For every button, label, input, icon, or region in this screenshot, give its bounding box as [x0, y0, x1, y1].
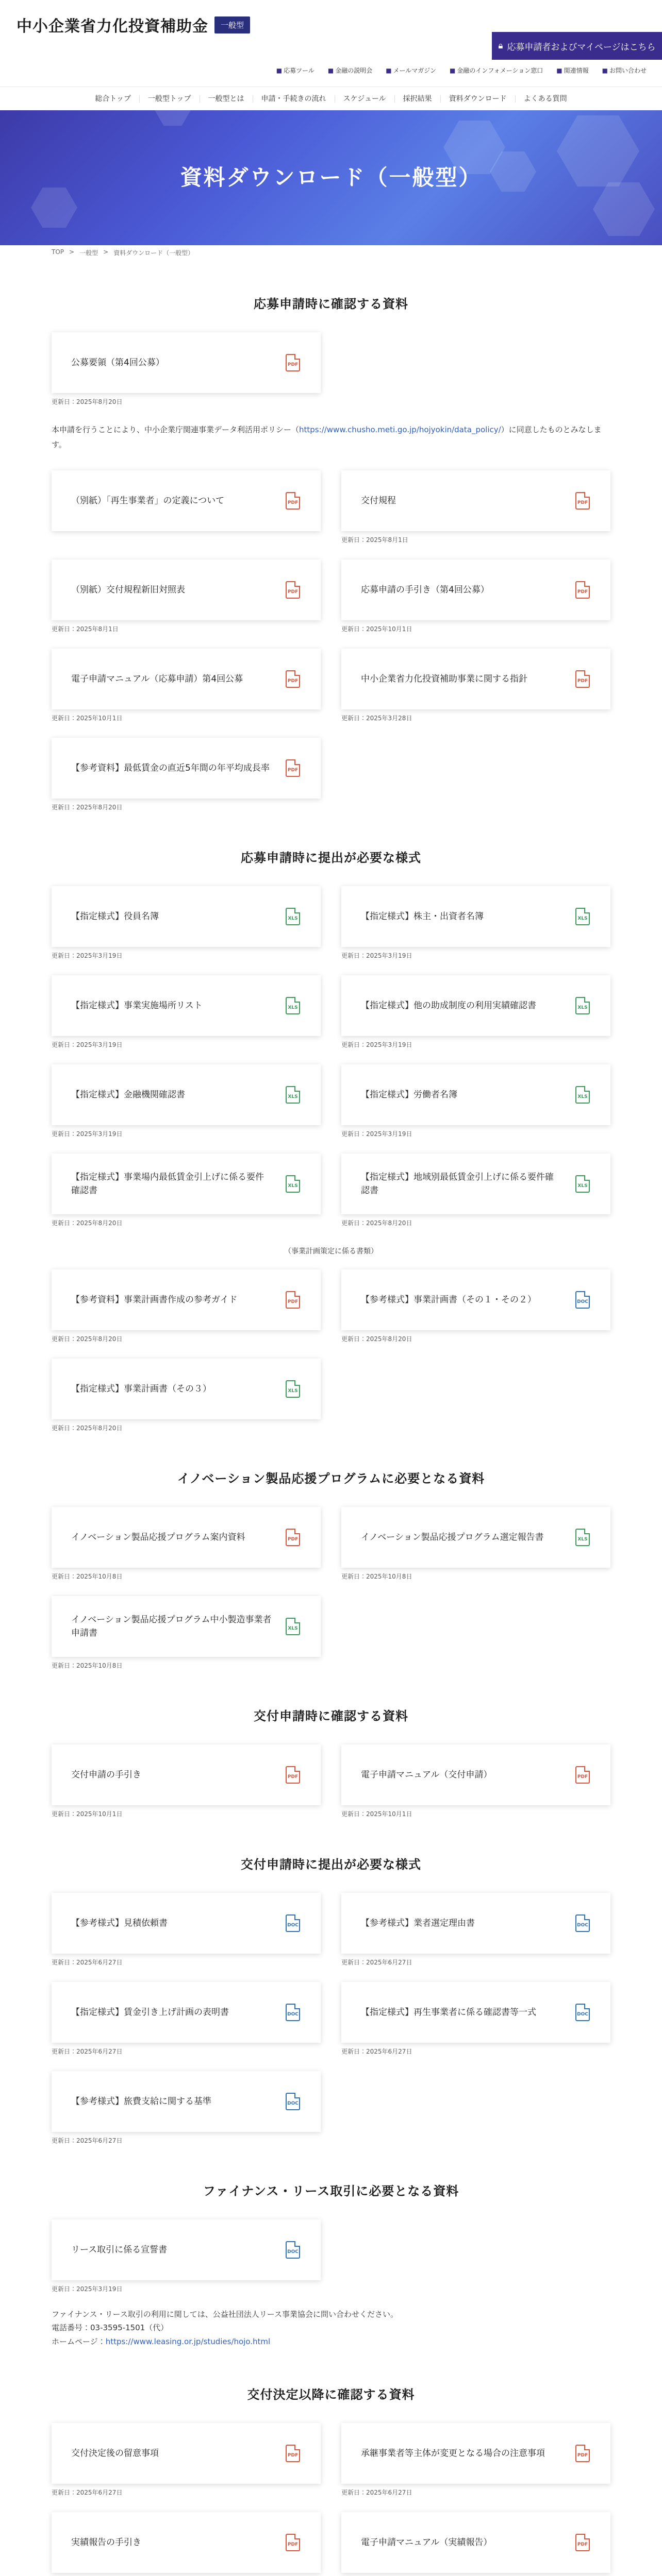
utility-label: 応募ツール	[284, 67, 315, 74]
document-card[interactable]	[52, 738, 321, 799]
pdf-file-icon: PDF	[286, 759, 300, 777]
document-label: 【指定様式】事業計画書（その３）	[71, 1383, 211, 1394]
document-item	[52, 470, 321, 544]
utility-icon: ■	[327, 67, 334, 74]
xls-file-icon: XLS	[575, 1175, 590, 1193]
pdf-file-icon: PDF	[286, 492, 300, 510]
updated-date: 更新日：2025年8月20日	[52, 1219, 123, 1227]
utility-icon: ■	[556, 67, 562, 74]
updated-date: 更新日：2025年6月27日	[52, 2137, 123, 2144]
document-card[interactable]	[52, 2423, 321, 2484]
document-item	[52, 1269, 321, 1343]
lease-contact-info	[52, 2308, 610, 2348]
section-title: 交付決定以降に確認する資料	[247, 2387, 415, 2402]
xls-file-icon: XLS	[575, 908, 590, 925]
document-item	[52, 975, 321, 1049]
note-text: 本申請を行うことにより、中小企業庁関連事業データ利活用ポリシー（	[52, 425, 300, 434]
section-title: 交付申請時に提出が必要な様式	[241, 1857, 421, 1872]
section-spacer	[52, 1432, 610, 1453]
pdf-file-icon: PDF	[575, 581, 590, 599]
pdf-file-icon: PDF	[575, 1766, 590, 1784]
cta-label: 応募申請者およびマイページはこちら	[507, 42, 656, 53]
document-label: 【指定様式】地域別最低賃金引上げに係る要件確認書	[361, 1172, 554, 1196]
document-label: 電子申請マニュアル（応募申請）第4回公募	[71, 673, 243, 684]
document-card[interactable]	[341, 2423, 610, 2484]
document-label: リース取引に係る宣誓書	[71, 2244, 168, 2255]
document-grid	[52, 1744, 610, 1818]
document-item	[341, 470, 610, 544]
document-card[interactable]	[52, 1893, 321, 1954]
document-item	[52, 1893, 321, 1967]
utility-link[interactable]	[386, 66, 436, 75]
utility-link[interactable]	[556, 66, 588, 75]
document-item	[341, 1893, 610, 1967]
updated-date: 更新日：2025年3月28日	[341, 715, 412, 722]
utility-link[interactable]	[328, 66, 372, 75]
document-item	[52, 1507, 321, 1581]
xls-file-icon: XLS	[575, 1529, 590, 1546]
document-item	[341, 560, 610, 633]
document-card[interactable]	[52, 1596, 321, 1657]
lock-icon: 🔒︎	[498, 41, 503, 51]
utility-label: お問い合わせ	[609, 67, 647, 74]
nav-item[interactable]: 申請・手続きの流れ	[253, 95, 335, 103]
document-label: 【指定様式】再生事業者に係る確認書等一式	[361, 2007, 536, 2018]
utility-link[interactable]	[450, 66, 543, 75]
utility-label: メールマガジン	[393, 67, 437, 74]
document-item	[341, 975, 610, 1049]
utility-icon: ■	[450, 67, 456, 74]
document-label: 【参考資料】最低賃金の直近5年間の年平均成長率	[71, 762, 270, 773]
document-grid	[52, 1507, 610, 1670]
breadcrumb-separator: >	[103, 248, 109, 256]
document-item	[341, 1982, 610, 2056]
document-label: 【参考様式】見積依頼書	[71, 1918, 168, 1928]
nav-item[interactable]: 総合トップ	[87, 95, 140, 103]
updated-date: 更新日：2025年3月19日	[52, 2285, 123, 2293]
document-grid	[52, 1269, 610, 1432]
global-nav	[0, 87, 662, 110]
updated-date: 更新日：2025年6月27日	[341, 1959, 412, 1966]
document-label: 【指定様式】役員名簿	[71, 911, 159, 922]
document-card[interactable]	[341, 1154, 610, 1214]
doc-file-icon: DOC	[286, 2093, 300, 2110]
xls-file-icon: XLS	[286, 908, 300, 925]
updated-date: 更新日：2025年8月20日	[52, 1425, 123, 1432]
nav-item[interactable]: スケジュール	[335, 95, 395, 103]
document-card[interactable]	[52, 2512, 321, 2573]
document-card[interactable]	[341, 886, 610, 947]
document-item	[52, 1982, 321, 2056]
document-item	[52, 649, 321, 722]
document-grid	[52, 470, 610, 811]
document-label: 【指定様式】株主・出資者名簿	[361, 911, 484, 922]
document-label: 【参考様式】事業計画書（その１・その２）	[361, 1294, 536, 1305]
document-card[interactable]	[341, 1269, 610, 1330]
doc-file-icon: DOC	[286, 2004, 300, 2021]
document-label: 電子申請マニュアル（実績報告）	[361, 2537, 492, 2548]
updated-date: 更新日：2025年6月27日	[341, 2048, 412, 2055]
document-card[interactable]	[52, 649, 321, 709]
document-label: 電子申請マニュアル（交付申請）	[361, 1769, 492, 1780]
doc-file-icon: DOC	[575, 1914, 590, 1932]
data-policy-link[interactable]: https://www.chusho.meti.go.jp/hojyokin/data_policy/	[299, 425, 501, 434]
nav-item[interactable]: 採択結果	[395, 95, 441, 103]
contact-line: ファイナンス・リース取引の利用に関しては、公益社団法人リース事業協会に問い合わせください。	[52, 2310, 399, 2319]
document-card[interactable]	[52, 1269, 321, 1330]
updated-date: 更新日：2025年6月27日	[52, 2488, 123, 2496]
document-card[interactable]	[52, 886, 321, 947]
nav-item[interactable]: よくある質問	[523, 94, 567, 103]
breadcrumb-item[interactable]: 一般型	[79, 249, 98, 257]
document-label: 交付決定後の留意事項	[71, 2448, 159, 2459]
updated-date: 更新日：2025年3月19日	[341, 1130, 412, 1138]
document-grid	[52, 2219, 610, 2293]
document-card[interactable]	[341, 1507, 610, 1568]
document-label: 【指定様式】事業実施場所リスト	[71, 1000, 203, 1011]
document-label: イノベーション製品応援プログラム選定報告書	[361, 1532, 544, 1543]
document-label: 実績報告の手引き	[71, 2537, 141, 2548]
utility-icon: ■	[386, 67, 392, 74]
document-label: 応募申請の手引き（第4回公募）	[361, 584, 489, 595]
document-card[interactable]	[52, 975, 321, 1036]
section-spacer	[52, 1670, 610, 1690]
document-label: 承継事業者等主体が変更となる場合の注意事項	[361, 2448, 545, 2459]
document-label: 【参考資料】事業計画書作成の参考ガイド	[71, 1294, 238, 1305]
document-item	[341, 1064, 610, 1138]
updated-date: 更新日：2025年8月20日	[341, 1335, 412, 1343]
document-item	[52, 886, 321, 960]
utility-icon: ■	[276, 67, 283, 74]
updated-date: 更新日：2025年8月20日	[52, 1335, 123, 1343]
document-label: 交付申請の手引き	[71, 1769, 141, 1780]
updated-date: 更新日：2025年8月20日	[341, 1219, 412, 1227]
document-card[interactable]	[341, 975, 610, 1036]
pdf-file-icon: PDF	[575, 2445, 590, 2462]
document-item	[52, 1064, 321, 1138]
updated-date: 更新日：2025年8月1日	[52, 625, 119, 633]
xls-file-icon: XLS	[286, 1618, 300, 1635]
updated-date: 更新日：2025年8月1日	[341, 536, 408, 544]
pdf-file-icon: PDF	[286, 670, 300, 688]
updated-date: 更新日：2025年10月8日	[341, 1573, 412, 1580]
nav-item[interactable]: 一般型トップ	[140, 95, 200, 103]
pdf-file-icon: PDF	[286, 2534, 300, 2551]
section-title: 交付申請時に確認する資料	[254, 1709, 408, 1723]
note-suffix: ）に同意したものとみなします。	[52, 425, 602, 449]
page-title: 資料ダウンロード（一般型）	[180, 165, 482, 190]
document-card[interactable]	[52, 1982, 321, 2043]
document-card[interactable]	[341, 2512, 610, 2573]
utility-link[interactable]	[276, 66, 315, 75]
document-item	[52, 1154, 321, 1227]
section-title: ファイナンス・リース取引に必要となる資料	[203, 2184, 459, 2198]
breadcrumb-item: 資料ダウンロード（一般型）	[113, 249, 194, 257]
pdf-file-icon: PDF	[286, 354, 300, 371]
contact-homepage	[52, 2335, 610, 2348]
document-card[interactable]	[341, 470, 610, 531]
doc-file-icon: DOC	[575, 2004, 590, 2021]
utility-icon: ■	[602, 67, 608, 74]
document-card[interactable]	[52, 560, 321, 620]
updated-date: 更新日：2025年10月8日	[52, 1573, 123, 1580]
document-card[interactable]	[341, 1744, 610, 1805]
pdf-file-icon: PDF	[286, 581, 300, 599]
updated-date: 更新日：2025年10月1日	[52, 1810, 123, 1818]
xls-file-icon: XLS	[575, 1086, 590, 1104]
section-spacer	[52, 2348, 610, 2369]
document-item	[52, 1359, 321, 1432]
pdf-file-icon: PDF	[286, 1766, 300, 1784]
document-card[interactable]	[52, 1154, 321, 1214]
updated-date: 更新日：2025年6月27日	[341, 2488, 412, 2496]
updated-date: 更新日：2025年10月1日	[341, 1810, 412, 1818]
nav-item[interactable]: 資料ダウンロード	[441, 95, 516, 103]
nav-item[interactable]: 一般型とは	[200, 95, 253, 103]
document-card[interactable]	[52, 1744, 321, 1805]
document-item	[52, 1744, 321, 1818]
document-label: （別紙）交付規程新旧対照表	[71, 584, 185, 595]
section-spacer	[52, 811, 610, 832]
document-card[interactable]	[52, 2071, 321, 2132]
data-policy-note	[52, 422, 610, 452]
section-title: イノベーション製品応援プログラムに必要となる資料	[177, 1471, 485, 1486]
document-item	[52, 2071, 321, 2145]
download-list	[52, 278, 610, 2576]
updated-date: 更新日：2025年10月1日	[52, 715, 123, 722]
contact-phone: 電話番号：03-3595-1501（代）	[52, 2323, 169, 2333]
document-item	[52, 2423, 321, 2497]
document-label: 【指定様式】金融機関確認書	[71, 1089, 185, 1100]
document-label: イノベーション製品応援プログラム中小製造事業者申請書	[71, 1614, 272, 1638]
doc-file-icon: DOC	[575, 1291, 590, 1309]
document-item	[341, 1507, 610, 1581]
document-grid	[52, 2423, 610, 2576]
section-title: 応募申請時に確認する資料	[254, 297, 408, 311]
breadcrumb-item[interactable]: TOP	[52, 248, 64, 256]
document-card[interactable]	[52, 2219, 321, 2280]
homepage-label: ホームページ：	[52, 2336, 106, 2346]
doc-file-icon: DOC	[286, 2241, 300, 2259]
xls-file-icon: XLS	[286, 1175, 300, 1193]
updated-date: 更新日：2025年8月20日	[52, 398, 123, 405]
utility-links	[276, 66, 647, 75]
mypage-cta-button[interactable]	[492, 32, 662, 60]
document-card[interactable]	[52, 470, 321, 531]
document-item	[52, 560, 321, 633]
utility-label: 関連情報	[564, 67, 589, 74]
document-item	[341, 2423, 610, 2497]
site-title[interactable]: 中小企業省力化投資補助金	[16, 18, 208, 36]
document-card[interactable]	[52, 332, 321, 393]
xls-file-icon: XLS	[286, 997, 300, 1014]
utility-link[interactable]	[602, 66, 647, 75]
updated-date: 更新日：2025年3月19日	[341, 952, 412, 959]
updated-date: 更新日：2025年3月19日	[52, 1041, 123, 1048]
xls-file-icon: XLS	[286, 1380, 300, 1398]
breadcrumb	[52, 248, 194, 257]
updated-date: 更新日：2025年6月27日	[52, 2048, 123, 2055]
hero-banner	[0, 110, 662, 245]
document-label: 【指定様式】労働者名簿	[361, 1089, 457, 1100]
document-grid	[52, 1893, 610, 2145]
document-label: 中小企業省力化投資補助事業に関する指針	[361, 673, 527, 684]
pdf-file-icon: PDF	[575, 492, 590, 510]
document-item	[341, 1154, 610, 1227]
document-item	[341, 1269, 610, 1343]
updated-date: 更新日：2025年10月8日	[52, 1662, 123, 1669]
document-card[interactable]	[341, 1982, 610, 2043]
document-item	[52, 2219, 321, 2293]
document-item	[341, 1744, 610, 1818]
document-card[interactable]	[52, 1064, 321, 1125]
pdf-file-icon: PDF	[286, 2445, 300, 2462]
document-card[interactable]	[341, 560, 610, 620]
document-label: 【指定様式】賃金引き上げ計画の表明書	[71, 2007, 229, 2018]
document-item	[341, 2512, 610, 2576]
homepage-link[interactable]: https://www.leasing.or.jp/studies/hojo.html	[105, 2336, 271, 2346]
document-label: （別紙）「再生事業者」の定義について	[71, 495, 225, 506]
document-label: 交付規程	[361, 495, 396, 506]
section-title: 応募申請時に提出が必要な様式	[241, 851, 421, 865]
updated-date: 更新日：2025年3月19日	[341, 1041, 412, 1048]
updated-date: 更新日：2025年3月19日	[52, 952, 123, 959]
doc-file-icon: DOC	[286, 1914, 300, 1932]
document-item	[52, 738, 321, 811]
document-label: 公募要領（第4回公募）	[71, 357, 164, 368]
document-grid	[52, 886, 610, 1227]
pdf-file-icon: PDF	[575, 2534, 590, 2551]
document-label: 【参考様式】旅費支給に関する基準	[71, 2096, 211, 2107]
document-label: 【指定様式】他の助成制度の利用実績確認書	[361, 1000, 536, 1011]
document-card[interactable]	[341, 1893, 610, 1954]
document-label: 【参考様式】業者選定理由書	[361, 1918, 475, 1928]
document-item	[341, 649, 610, 722]
xls-file-icon: XLS	[286, 1086, 300, 1104]
pdf-file-icon: PDF	[286, 1291, 300, 1309]
type-tag: 一般型	[214, 16, 250, 33]
document-card[interactable]	[52, 1507, 321, 1568]
pdf-file-icon: PDF	[575, 670, 590, 688]
updated-date: 更新日：2025年8月20日	[52, 804, 123, 811]
document-item	[341, 886, 610, 960]
updated-date: 更新日：2025年10月1日	[341, 625, 412, 633]
section-spacer	[52, 2145, 610, 2165]
document-card[interactable]	[52, 1359, 321, 1419]
utility-label: 金融のインフォメーション窓口	[457, 67, 543, 74]
xls-file-icon: XLS	[575, 997, 590, 1014]
document-card[interactable]	[341, 1064, 610, 1125]
document-label: イノベーション製品応援プログラム案内資料	[71, 1532, 245, 1543]
document-item	[52, 2512, 321, 2576]
document-label: 【指定様式】事業場内最低賃金引上げに係る要件確認書	[71, 1172, 264, 1196]
section-spacer	[52, 1818, 610, 1839]
document-item	[52, 1596, 321, 1670]
utility-label: 金融の説明会	[335, 67, 373, 74]
breadcrumb-separator: >	[69, 248, 75, 256]
pdf-file-icon: PDF	[286, 1529, 300, 1546]
document-card[interactable]	[341, 649, 610, 709]
document-grid	[52, 332, 610, 406]
section-note: （事業計画策定に係る書類）	[284, 1247, 378, 1256]
updated-date: 更新日：2025年6月27日	[52, 1959, 123, 1966]
document-item	[52, 332, 321, 406]
updated-date: 更新日：2025年3月19日	[52, 1130, 123, 1138]
